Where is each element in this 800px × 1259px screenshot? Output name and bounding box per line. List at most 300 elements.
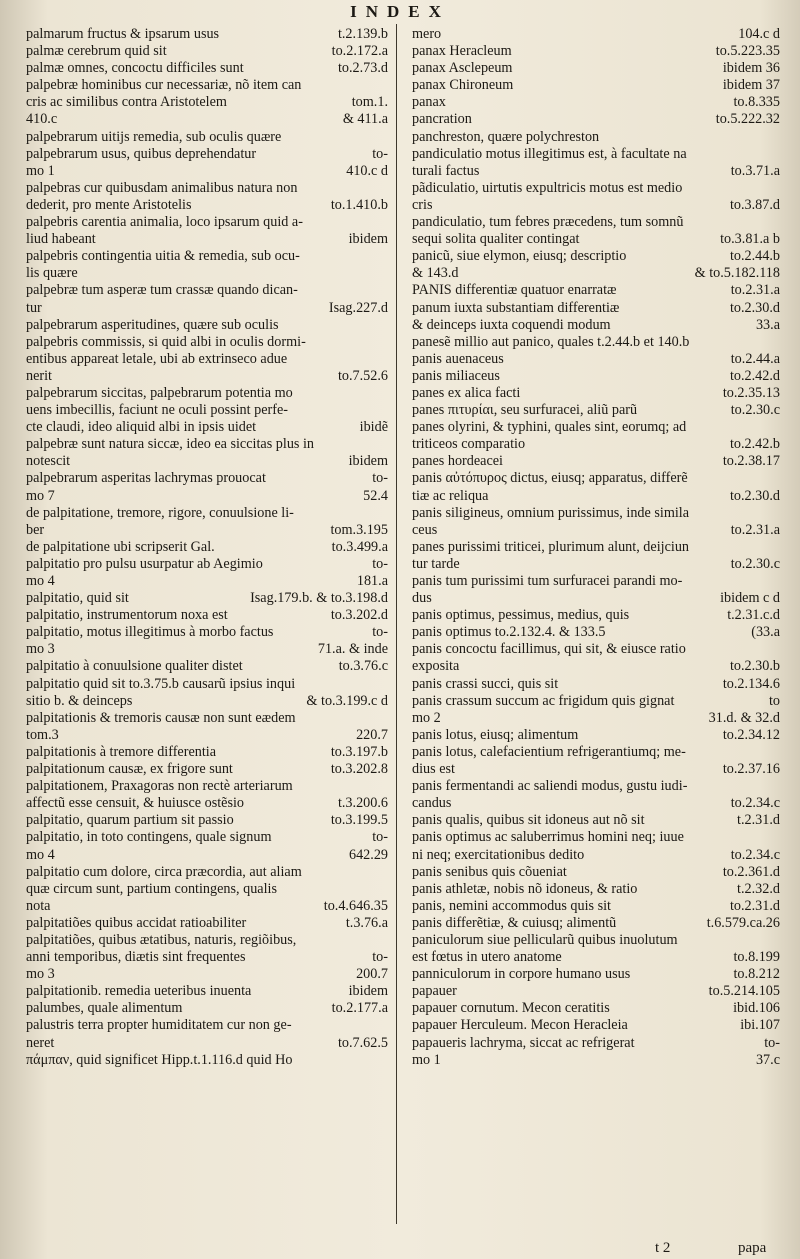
entry-reference: to.4.646.35 [323, 897, 388, 914]
index-entry-line [26, 214, 388, 231]
entry-text: panes hordeacei [412, 453, 503, 470]
entry-text: pancration [412, 111, 472, 128]
index-entry-line [26, 624, 388, 641]
entry-reference: to.2.30.c [730, 402, 780, 419]
index-entry-line [26, 43, 388, 60]
index-entry-line [412, 26, 780, 43]
entry-reference: 52.4 [363, 487, 388, 504]
entry-reference: to.2.34.c [730, 795, 780, 812]
entry-reference: ibidem 36 [722, 60, 780, 77]
entry-reference: Isag.179.b. & to.3.198.d [250, 590, 388, 607]
index-entry-line [26, 368, 388, 385]
entry-reference [774, 470, 780, 487]
entry-reference: to.2.42.d [729, 367, 780, 384]
index-entry-line [412, 231, 780, 248]
entry-text: panis differẽtiæ, & cuiusq; alimentũ [412, 914, 617, 931]
entry-text: panis tum purissimi tum surfuracei parandi mo- [412, 573, 683, 589]
entry-text: panicũ, siue elymon, eiusq; descriptio [412, 248, 627, 265]
index-entry-line [412, 556, 780, 573]
entry-text: affectũ esse censuit, & huiusce ostẽsio [26, 795, 245, 812]
index-entry-line [412, 761, 780, 778]
entry-text: lis quære [26, 265, 78, 282]
index-entry-line [26, 573, 388, 590]
entry-text: palpebris commissis, si quid albi in oculis dormi- [26, 333, 306, 350]
entry-text: uens imbecillis, faciunt ne oculi possint perfe- [26, 402, 289, 419]
entry-text: panis lotus, calefacientium refrigerantiumq; me- [412, 743, 686, 760]
index-entry-line [26, 693, 388, 710]
entry-reference: to.8.335 [733, 94, 780, 111]
entry-reference [382, 932, 388, 949]
index-entry-line [26, 966, 388, 983]
index-entry-line [26, 163, 388, 180]
index-entry-line [412, 453, 780, 470]
entry-text: mo 4 [26, 846, 55, 863]
index-entry-line [412, 710, 780, 727]
entry-reference: tom.1. [351, 94, 388, 111]
running-header: INDEX [350, 2, 450, 21]
entry-reference: to.2.42.b [729, 436, 780, 453]
entry-reference [774, 180, 780, 197]
entry-text: tom.3 [26, 726, 59, 743]
index-entry-line [412, 351, 780, 368]
entry-reference: ibidem [348, 453, 388, 470]
entry-reference: to- [372, 470, 388, 487]
index-entry-line [412, 812, 780, 829]
entry-reference: to.2.30.b [729, 658, 780, 675]
entry-reference [774, 573, 780, 590]
entry-reference: to.3.199.5 [330, 812, 388, 829]
entry-text: panis optimus ac saluberrimus homini neq; iuue [412, 829, 684, 846]
index-entry-line [26, 898, 388, 915]
entry-text: palpebrarum usus, quibus deprehendatur [26, 145, 257, 162]
entry-reference [382, 402, 388, 419]
entry-text: palpitatio, motus illegitimus à morbo factus [26, 624, 274, 641]
index-entry-line [26, 607, 388, 624]
index-entry-line [26, 60, 388, 77]
entry-text: ni neq; exercitationibus dedito [412, 846, 585, 863]
index-entry-line [26, 1017, 388, 1034]
entry-reference: 181.a [356, 573, 388, 589]
index-entry-line [26, 436, 388, 453]
entry-text: nerit [26, 367, 52, 384]
entry-text: palpitatio pro pulsu usurpatur ab Aegimio [26, 555, 263, 572]
entry-reference: t.2.139.b [337, 26, 388, 42]
entry-text: dederit, pro mente Aristotelis [26, 196, 192, 213]
entry-reference [382, 778, 388, 795]
index-entry-line [26, 710, 388, 727]
entry-reference: to.3.71.a [730, 162, 780, 179]
entry-reference: to.5.223.35 [715, 43, 780, 60]
index-entry-line [26, 761, 388, 778]
index-entry-line [26, 129, 388, 146]
index-entry-line [26, 829, 388, 846]
index-entry-line [26, 385, 388, 402]
index-entry-line [412, 402, 780, 419]
entry-text: neret [26, 1034, 55, 1051]
entry-text: palpebrarum uitijs remedia, sub oculis quære [26, 128, 282, 145]
index-entry-line [26, 915, 388, 932]
entry-reference: 71.a. & inde [317, 641, 388, 658]
entry-text: palpitatio, quid sit [26, 590, 129, 607]
index-entry-line [412, 111, 780, 128]
entry-text: sequi solita qualiter contingat [412, 231, 580, 248]
entry-reference: to.2.34.12 [722, 726, 780, 743]
index-entry-line [26, 641, 388, 658]
index-entry-line [26, 864, 388, 881]
entry-reference: to.5.214.105 [708, 983, 780, 1000]
entry-text: mo 3 [26, 641, 55, 658]
entry-reference [382, 385, 388, 402]
index-entry-line [412, 1017, 780, 1034]
entry-text: cris [412, 196, 433, 213]
entry-reference: ibidem [348, 231, 388, 248]
entry-text: quæ circum sunt, partium contingens, qualis [26, 880, 278, 897]
entry-text: panis concoctu facillimus, qui sit, & eiusce ratio [412, 641, 686, 658]
entry-text: panis miliaceus [412, 367, 500, 384]
index-entry-line [412, 744, 780, 761]
entry-reference: to.2.38.17 [722, 453, 780, 470]
index-entry-line [26, 539, 388, 556]
entry-reference: (33.a [751, 624, 780, 641]
entry-reference [382, 864, 388, 881]
index-entry-line [26, 470, 388, 487]
entry-reference: to.2.30.d [729, 487, 780, 504]
index-entry-line [412, 915, 780, 932]
entry-text: palpitatio, in toto contingens, quale signum [26, 829, 272, 846]
entry-reference: to.7.52.6 [337, 367, 388, 384]
entry-reference: to.2.134.6 [722, 675, 780, 692]
index-entry-line [26, 778, 388, 795]
entry-text: panis senibus quis cõueniat [412, 863, 567, 880]
index-entry-line [412, 197, 780, 214]
entry-text: mo 7 [26, 487, 55, 504]
entry-text: candus [412, 795, 452, 812]
index-entry-line [26, 282, 388, 299]
entry-text: palpitationis à tremore differentia [26, 743, 217, 760]
index-entry-line [412, 658, 780, 675]
entry-text: palpitationib. remedia ueteribus inuenta [26, 983, 252, 1000]
entry-text: dius est [412, 761, 455, 778]
entry-reference: to.1.410.b [330, 196, 388, 213]
entry-text: panes πιτυρίαι, seu surfuracei, aliũ parũ [412, 402, 638, 419]
entry-reference: 33.a [755, 316, 780, 333]
entry-reference: t.6.579.ca.26 [706, 914, 780, 931]
left-column [26, 26, 388, 1069]
index-entry-line [26, 317, 388, 334]
index-entry-line [26, 522, 388, 539]
index-entry-line [26, 505, 388, 522]
index-entry-line [412, 829, 780, 846]
entry-text: palpitatio, instrumentorum noxa est [26, 607, 228, 624]
index-entry-line [412, 334, 780, 351]
index-entry-line [412, 949, 780, 966]
entry-reference: to.2.31.d [729, 897, 780, 914]
entry-text: est fœtus in utero anatome [412, 949, 562, 966]
index-entry-line [412, 778, 780, 795]
entry-reference: to.5.222.32 [715, 111, 780, 128]
index-entry-line [26, 1035, 388, 1052]
index-entry-line [26, 658, 388, 675]
entry-text: pandiculatio, tum febres præcedens, tum somnũ [412, 214, 684, 231]
entry-reference: ibi.107 [740, 1017, 780, 1034]
entry-reference: & to.5.182.118 [694, 265, 780, 282]
entry-reference: to.2.35.13 [722, 384, 780, 401]
entry-reference: to.8.199 [733, 949, 780, 966]
entry-text: entibus appareat letale, ubi ab extrinseco adue [26, 350, 288, 367]
entry-reference [774, 129, 780, 146]
entry-text: palpebrarum siccitas, palpebrarum potentia mo [26, 384, 293, 401]
index-entry-line [412, 573, 780, 590]
entry-text: ceus [412, 521, 438, 538]
index-entry-line [412, 676, 780, 693]
entry-reference: t.3.76.a [345, 914, 388, 931]
index-entry-line [26, 94, 388, 111]
index-entry-line [412, 522, 780, 539]
entry-reference [382, 77, 388, 94]
entry-text: palpebras cur quibusdam animalibus natura non [26, 179, 298, 196]
entry-text: palpebris carentia animalia, loco ipsarum quid a- [26, 214, 303, 231]
entry-text: palpitatiões quibus accidat ratioabiliter [26, 914, 247, 931]
index-entry-line [26, 419, 388, 436]
index-entry-line [412, 864, 780, 881]
entry-text: liud habeant [26, 231, 96, 248]
index-entry-line [26, 983, 388, 1000]
column-rule [396, 24, 397, 1224]
entry-reference: to.2.177.a [331, 1000, 388, 1017]
entry-text: panes olyrini, & typhini, quales sint, eorumq; ad [412, 419, 687, 436]
entry-text: panis siligineus, omnium purissimus, inde simila [412, 504, 690, 521]
entry-reference [382, 436, 388, 453]
entry-text: exposita [412, 658, 460, 675]
entry-reference: t.3.200.6 [337, 795, 388, 812]
entry-reference [382, 282, 388, 299]
entry-reference [774, 932, 780, 949]
index-entry-line [412, 727, 780, 744]
entry-reference: & to.3.199.c d [306, 692, 388, 709]
entry-reference: t.2.31.d [737, 812, 780, 829]
entry-text: panis fermentandi ac saliendi modus, gustu iudi- [412, 778, 688, 795]
index-entry-line [412, 129, 780, 146]
entry-text: mero [412, 26, 442, 42]
entry-text: panes purissimi triticei, plurimum alunt, deijciun [412, 538, 690, 555]
index-entry-line [412, 881, 780, 898]
entry-text: PANIS differentiæ quatuor enarratæ [412, 282, 617, 299]
entry-text: turali factus [412, 162, 480, 179]
entry-text: panax Heracleum [412, 43, 512, 60]
index-entry-line [412, 282, 780, 299]
index-entry-line [412, 693, 780, 710]
entry-text: palpitationum causæ, ex frigore sunt [26, 761, 233, 778]
entry-text: panis optimus to.2.132.4. & 133.5 [412, 624, 606, 641]
entry-text: palpitationem, Praxagoras non rectè arteriarum [26, 778, 293, 795]
signature-mark: t 2 [655, 1240, 671, 1256]
index-entry-line [26, 795, 388, 812]
entry-reference: to.2.44.a [730, 350, 780, 367]
entry-text: palpebræ hominibus cur necessariæ, nõ item can [26, 77, 302, 94]
index-entry-line [412, 983, 780, 1000]
entry-text: palpebris contingentia uitia & remedia, sub ocu- [26, 248, 300, 265]
entry-reference: to.3.87.d [729, 196, 780, 213]
index-entry-line [412, 163, 780, 180]
index-entry-line [412, 77, 780, 94]
entry-reference [382, 1052, 388, 1069]
entry-text: palustris terra propter humiditatem cur non ge- [26, 1017, 292, 1034]
index-entry-line [412, 419, 780, 436]
index-entry-line [412, 43, 780, 60]
entry-reference [774, 778, 780, 795]
entry-reference: to.2.31.a [730, 282, 780, 299]
index-entry-line [26, 248, 388, 265]
entry-reference [382, 214, 388, 231]
index-entry-line [412, 470, 780, 487]
index-entry-line [412, 607, 780, 624]
entry-text: panchreston, quære polychreston [412, 128, 600, 145]
entry-reference [382, 317, 388, 334]
index-entry-line [412, 488, 780, 505]
index-entry-line [412, 505, 780, 522]
index-entry-line [26, 727, 388, 744]
entry-text: palpitatio, quarum partium sit passio [26, 812, 234, 829]
entry-text: tiæ ac reliqua [412, 487, 489, 504]
entry-reference [774, 539, 780, 556]
entry-reference: 31.d. & 32.d [708, 709, 780, 726]
entry-reference: to- [372, 829, 388, 846]
entry-text: palpitatio à conuulsione qualiter distet [26, 658, 243, 675]
entry-text: palpebrarum asperitudines, quære sub oculis [26, 316, 279, 333]
entry-reference: to.2.37.16 [722, 761, 780, 778]
entry-reference [382, 180, 388, 197]
entry-text: panax [412, 94, 446, 111]
index-entry-line [26, 402, 388, 419]
entry-text: palmæ omnes, concoctu difficiles sunt [26, 60, 244, 77]
entry-reference: 200.7 [356, 966, 388, 983]
entry-reference: to- [372, 624, 388, 641]
entry-reference: tom.3.195 [330, 521, 388, 538]
index-entry-line [412, 385, 780, 402]
entry-reference [382, 334, 388, 351]
entry-reference: to.2.73.d [337, 60, 388, 77]
index-entry-line [26, 1052, 388, 1069]
entry-reference [774, 146, 780, 163]
entry-text: mo 1 [412, 1051, 441, 1068]
index-entry-line [26, 932, 388, 949]
index-entry-line [26, 453, 388, 470]
entry-text: panum iuxta substantiam differentiæ [412, 299, 620, 316]
entry-text: mo 2 [412, 709, 441, 726]
entry-reference [774, 505, 780, 522]
entry-text: tur [26, 299, 42, 316]
entry-reference: t.2.32.d [737, 880, 780, 897]
entry-text: panis auenaceus [412, 350, 504, 367]
entry-text: panis lotus, eiusq; alimentum [412, 726, 579, 743]
index-entry-line [412, 265, 780, 282]
index-entry-line [26, 77, 388, 94]
index-entry-line [26, 812, 388, 829]
entry-reference [774, 419, 780, 436]
index-entry-line [412, 847, 780, 864]
index-entry-line [26, 881, 388, 898]
entry-text: panis, nemini accommodus quis sit [412, 897, 611, 914]
entry-text: pandiculatio motus illegitimus est, à facultate na [412, 145, 687, 162]
entry-text: panis crassi succi, quis sit [412, 675, 559, 692]
index-entry-line [26, 231, 388, 248]
entry-text: panax Chironeum [412, 77, 514, 94]
entry-text: panniculorum in corpore humano usus [412, 966, 631, 983]
index-entry-line [412, 641, 780, 658]
index-entry-line [26, 111, 388, 128]
entry-reference [774, 744, 780, 761]
index-entry-line [412, 1052, 780, 1069]
entry-reference: to.3.499.a [331, 538, 388, 555]
entry-text: & 143.d [412, 265, 459, 282]
entry-reference: to- [372, 145, 388, 162]
entry-text: mo 1 [26, 162, 55, 179]
index-entry-line [412, 539, 780, 556]
entry-reference: 37.c [755, 1051, 780, 1068]
entry-reference [382, 881, 388, 898]
entry-text: notescit [26, 453, 71, 470]
index-entry-line [412, 60, 780, 77]
index-entry-line [26, 847, 388, 864]
index-entry-line [412, 180, 780, 197]
entry-reference: t.2.31.c.d [727, 607, 780, 624]
entry-text: palmarum fructus & ipsarum usus [26, 26, 220, 42]
entry-reference: to.8.212 [733, 966, 780, 983]
entry-reference: to [768, 692, 780, 709]
index-entry-line [412, 300, 780, 317]
entry-text: dus [412, 590, 432, 607]
index-entry-line [26, 744, 388, 761]
entry-text: palumbes, quale alimentum [26, 1000, 183, 1017]
entry-reference: to.2.34.c [730, 846, 780, 863]
entry-reference: to- [372, 949, 388, 966]
index-entry-line [26, 26, 388, 43]
index-entry-line [412, 436, 780, 453]
entry-text: papaueris lachryma, siccat ac refrigerat [412, 1034, 635, 1051]
entry-text: papauer cornutum. Mecon ceratitis [412, 1000, 610, 1017]
entry-reference: ibidem [348, 983, 388, 1000]
entry-text: panis optimus, pessimus, medius, quis [412, 607, 630, 624]
index-entry-line [412, 317, 780, 334]
entry-reference: Isag.227.d [328, 299, 388, 316]
entry-text: panis crassum succum ac frigidum quis gignat [412, 692, 675, 709]
entry-reference [382, 265, 388, 282]
entry-text: 410.c [26, 111, 58, 128]
entry-reference: to.3.76.c [338, 658, 388, 675]
entry-reference: to- [372, 555, 388, 572]
entry-text: papauer [412, 983, 457, 1000]
entry-text: palpebrarum asperitas lachrymas prouocat [26, 470, 266, 487]
entry-text: panax Asclepeum [412, 60, 513, 77]
entry-reference: to.7.62.5 [337, 1034, 388, 1051]
entry-text: cte claudi, ideo aliquid albi in ipsis uidet [26, 419, 257, 436]
index-entry-line [26, 949, 388, 966]
right-column [412, 26, 780, 1069]
entry-reference [774, 334, 780, 351]
entry-text: palmæ cerebrum quid sit [26, 43, 167, 60]
index-entry-line [26, 334, 388, 351]
entry-text: panesẽ millio aut panico, quales t.2.44.b et 140.b [412, 333, 690, 350]
entry-text: palpitatio quid sit to.3.75.b causarũ ipsius inqui [26, 675, 296, 692]
index-entry-line [26, 265, 388, 282]
entry-text: pãdiculatio, uirtutis expultricis motus est medio [412, 179, 683, 196]
index-entry-line [26, 556, 388, 573]
index-entry-line [26, 351, 388, 368]
entry-text: ber [26, 521, 45, 538]
entry-text: panis αὐτόπυρος dictus, eiusq; apparatus, differẽ [412, 470, 688, 487]
entry-reference [382, 129, 388, 146]
entry-text: palpitationis & tremoris causæ non sunt eædem [26, 709, 296, 726]
